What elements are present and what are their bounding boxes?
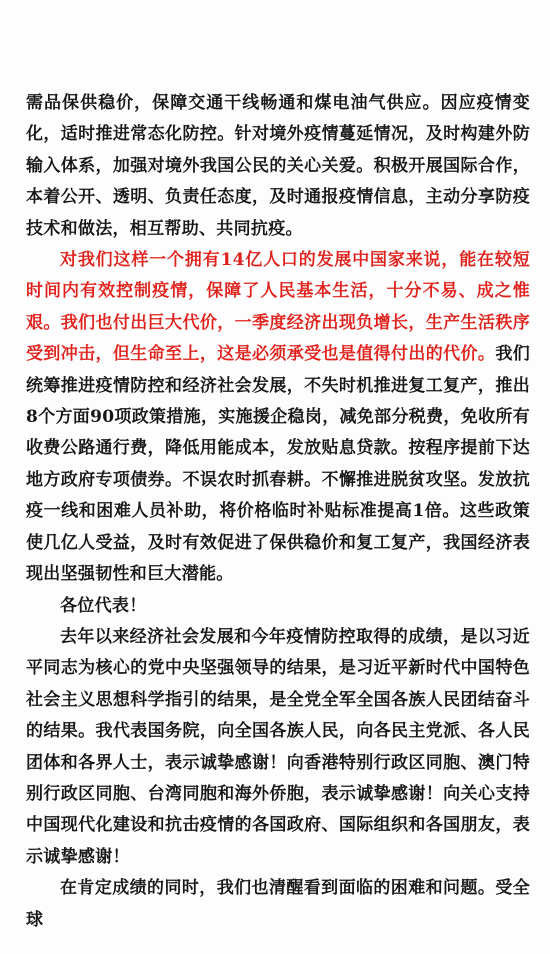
paragraph-cost-and-measures (26, 245, 530, 590)
paragraph-text: 需品保供稳价，保障交通干线畅通和煤电油气供应。因应疫情变化，适时推进常态化防控。针对境外疫情蔓延情况，及时构建外防输入体系，加强对境外我国公民的关心关爱。积极开展国际合作，本着公开、透明、负责任态度，及时通报疫情信息，主动分享防疫技术和做法，相互帮助、共同抗疫。 (26, 93, 530, 239)
highlighted-text: 对我们这样一个拥有14亿人口的发展中国家来说，能在较短时间内有效控制疫情，保障了人民基本生活，十分不易、成之惟艰。我们也付出巨大代价，一季度经济出现负增长，生产生活秩序受到冲击，但生命至上，这是必须承受也是值得付出的代价。 (26, 250, 530, 365)
paragraph-salutation (26, 591, 530, 622)
paragraph-difficulties (26, 873, 530, 936)
paragraph-thanks (26, 622, 530, 873)
paragraph-text: 在肯定成绩的同时，我们也清醒看到面临的困难和问题。受全球 (26, 878, 530, 930)
document-body (26, 88, 530, 936)
paragraph-text: 我们统筹推进疫情防控和经济社会发展，不失时机推进复工复产，推出8个方面90项政策措施，实施援企稳岗，减免部分税费，免收所有收费公路通行费，降低用能成本，发放贴息贷款。按程序提前下达地方政府专项债券。不误农时抓春耕。不懈推进脱贫攻坚。发放抗疫一线和困难人员补助，将价格临时补贴标准提高1倍。这些政策使几亿人受益，及时有效促进了保供稳价和复工复产，我国经济表现出坚强韧性和巨大潜能。 (26, 344, 530, 585)
paragraph-text: 去年以来经济社会发展和今年疫情防控取得的成绩，是以习近平同志为核心的党中央坚强领导的结果，是习近平新时代中国特色社会主义思想科学指引的结果，是全党全军全国各族人民团结奋斗的结果。我代表国务院，向全国各族人民，向各民主党派、各人民团体和各界人士，表示诚挚感谢！向香港特别行政区同胞、澳门特别行政区同胞、台湾同胞和海外侨胞，表示诚挚感谢！向关心支持中国现代化建设和抗击疫情的各国政府、国际组织和各国朋友，表示诚挚感谢！ (26, 626, 530, 867)
paragraph-epidemic-response (26, 88, 530, 245)
salutation-text: 各位代表！ (60, 595, 147, 616)
